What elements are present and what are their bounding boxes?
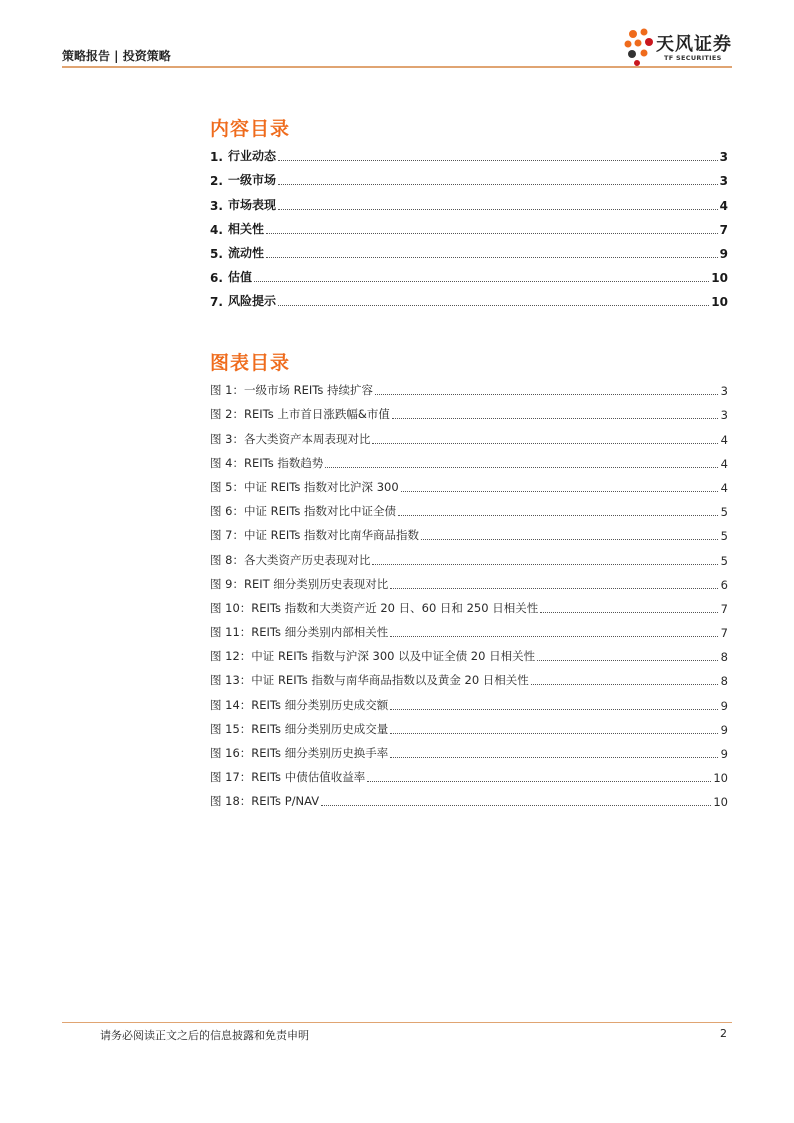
toc-entry-label: 图 15：REITs 细分类别历史成交量 (210, 721, 389, 736)
toc-dot-leader (531, 683, 718, 685)
toc-entry[interactable] (210, 737, 728, 761)
company-logo (624, 26, 734, 68)
toc-entry-number: 7. (210, 295, 223, 310)
toc-entry-label: 图 9：REIT 细分类别历史表现对比 (210, 576, 389, 591)
toc-entry[interactable] (210, 447, 728, 471)
toc-entry[interactable] (210, 688, 728, 712)
toc-entry-label: 图 14：REITs 细分类别历史成交额 (210, 697, 389, 712)
toc-entry-label: 图 6：中证 REITs 指数对比中证全债 (210, 504, 397, 519)
toc-entry[interactable] (210, 664, 728, 688)
toc-entry[interactable] (210, 140, 728, 164)
toc-entry[interactable] (210, 519, 728, 543)
toc-entry-label: 估值 (228, 270, 253, 285)
toc-entry[interactable] (210, 495, 728, 519)
toc-dot-leader (266, 256, 718, 258)
toc-entry-label: 风险提示 (228, 294, 277, 309)
toc-dot-leader (367, 780, 711, 782)
toc-entry-page: 3 (719, 150, 728, 165)
toc-entry[interactable] (210, 374, 728, 398)
toc-dot-leader (325, 466, 718, 468)
toc-dot-leader (390, 732, 718, 734)
toc-entry-page: 5 (720, 529, 728, 544)
toc-entry-number: 3. (210, 198, 223, 213)
page-number: 2 (720, 1027, 727, 1040)
toc-entry[interactable] (210, 422, 728, 446)
toc-entry[interactable] (210, 164, 728, 188)
toc-dot-leader (390, 587, 718, 589)
toc-entry-label: 图 18：REITs P/NAV (210, 794, 320, 809)
toc-entry-page: 9 (720, 722, 728, 737)
toc-entry-page: 10 (713, 771, 728, 786)
toc-entry-label: 图 1：一级市场 REITs 持续扩容 (210, 383, 374, 398)
toc-dot-leader (390, 635, 718, 637)
toc-entry-page: 5 (720, 505, 728, 520)
toc-entry-page: 4 (720, 456, 728, 471)
toc-entry-number: 6. (210, 271, 223, 286)
toc-entry-label: 图 7：中证 REITs 指数对比南华商品指数 (210, 528, 420, 543)
toc-entry-page: 4 (720, 480, 728, 495)
toc-dot-leader (390, 756, 718, 758)
toc-entry-number: 4. (210, 222, 223, 237)
toc-entry-label: 图 3：各大类资产本周表现对比 (210, 431, 371, 446)
toc-entry-page: 4 (720, 432, 728, 447)
logo-text-en: TF SECURITIES (664, 54, 722, 62)
toc-entry-label: 相关性 (228, 221, 265, 236)
toc-entry-page: 10 (713, 795, 728, 810)
toc-entry-label: 图 12：中证 REITs 指数与沪深 300 以及中证全债 20 日相关性 (210, 649, 536, 664)
toc-entry[interactable] (210, 713, 728, 737)
toc-entry-page: 8 (720, 674, 728, 689)
toc-entry-page: 3 (720, 384, 728, 399)
toc-entry-page: 9 (720, 747, 728, 761)
toc-entry-page: 10 (711, 295, 728, 310)
logo-flower-icon (624, 26, 658, 68)
toc-entry-page: 9 (719, 246, 728, 261)
toc-entry-label: 图 16：REITs 细分类别历史换手率 (210, 746, 389, 760)
toc-dot-leader (372, 563, 718, 565)
footer-divider (62, 1022, 732, 1023)
toc-entry[interactable] (210, 188, 728, 212)
toc-dot-leader (278, 304, 709, 306)
toc-entry-label: 图 4：REITs 指数趋势 (210, 455, 324, 470)
toc-entry[interactable] (210, 640, 728, 664)
toc-entry-label: 图 2：REITs 上市首日涨跌幅&市值 (210, 407, 390, 422)
report-category: 策略报告 | 投资策略 (62, 49, 171, 63)
toc-entry-label: 行业动态 (228, 149, 277, 164)
toc-dot-leader (392, 417, 718, 419)
toc-entry[interactable] (210, 616, 728, 640)
toc-dot-leader (537, 659, 718, 661)
toc-entry-page: 9 (720, 698, 728, 713)
toc-entry-page: 7 (719, 222, 728, 237)
toc-entry[interactable] (210, 261, 728, 285)
toc-entry-label: 图 10：REITs 指数和大类资产近 20 日、60 日和 250 日相关性 (210, 600, 539, 615)
toc-entry-page: 3 (719, 174, 728, 189)
toc-dot-leader (421, 538, 718, 540)
toc-dot-leader (278, 208, 718, 210)
logo-text-cn: 天风证券 (656, 34, 732, 55)
toc-entry-label: 流动性 (228, 245, 265, 260)
toc-entry[interactable] (210, 285, 728, 309)
toc-dot-leader (321, 804, 711, 806)
toc-entry[interactable] (210, 592, 728, 616)
toc-entry[interactable] (210, 237, 728, 261)
toc-entry-label: 图 5：中证 REITs 指数对比沪深 300 (210, 479, 399, 494)
toc-entry[interactable] (210, 761, 728, 785)
contents-title: 内容目录 (210, 118, 291, 140)
toc-entry-page: 4 (719, 198, 728, 213)
figures-title: 图表目录 (210, 352, 291, 374)
toc-entry[interactable] (210, 568, 728, 592)
toc-entry-label: 一级市场 (228, 173, 277, 188)
toc-entry-page: 8 (720, 650, 728, 665)
footer-disclaimer: 请务必阅读正文之后的信息披露和免责申明 (100, 1029, 309, 1042)
toc-entry-label: 图 13：中证 REITs 指数与南华商品指数以及黄金 20 日相关性 (210, 673, 529, 688)
header-divider (62, 66, 732, 68)
toc-entry[interactable] (210, 398, 728, 422)
toc-entry-number: 1. (210, 150, 223, 165)
toc-entry-number: 5. (210, 246, 223, 261)
toc-entry[interactable] (210, 471, 728, 495)
toc-entry-label: 市场表现 (228, 197, 277, 212)
toc-entry[interactable] (210, 543, 728, 567)
contents-list (210, 140, 728, 309)
toc-dot-leader (266, 232, 718, 234)
toc-dot-leader (278, 159, 718, 161)
toc-entry-page: 5 (720, 553, 728, 568)
toc-entry-number: 2. (210, 174, 223, 189)
toc-entry-page: 7 (720, 626, 728, 641)
toc-entry[interactable] (210, 213, 728, 237)
toc-dot-leader (278, 183, 718, 185)
toc-entry-label: 图 11：REITs 细分类别内部相关性 (210, 625, 389, 640)
toc-entry-page: 6 (720, 577, 728, 592)
toc-entry[interactable] (210, 785, 728, 809)
toc-entry-page: 10 (711, 271, 728, 286)
toc-dot-leader (372, 442, 718, 444)
toc-entry-page: 3 (720, 408, 728, 423)
toc-entry-label: 图 8：各大类资产历史表现对比 (210, 552, 371, 567)
figures-list (210, 374, 728, 809)
toc-dot-leader (398, 514, 718, 516)
toc-entry-label: 图 17：REITs 中债估值收益率 (210, 770, 366, 785)
toc-dot-leader (254, 280, 709, 282)
toc-dot-leader (390, 708, 718, 710)
toc-entry-page: 7 (720, 601, 728, 616)
toc-dot-leader (540, 611, 718, 613)
toc-dot-leader (375, 393, 718, 395)
toc-dot-leader (401, 490, 718, 492)
